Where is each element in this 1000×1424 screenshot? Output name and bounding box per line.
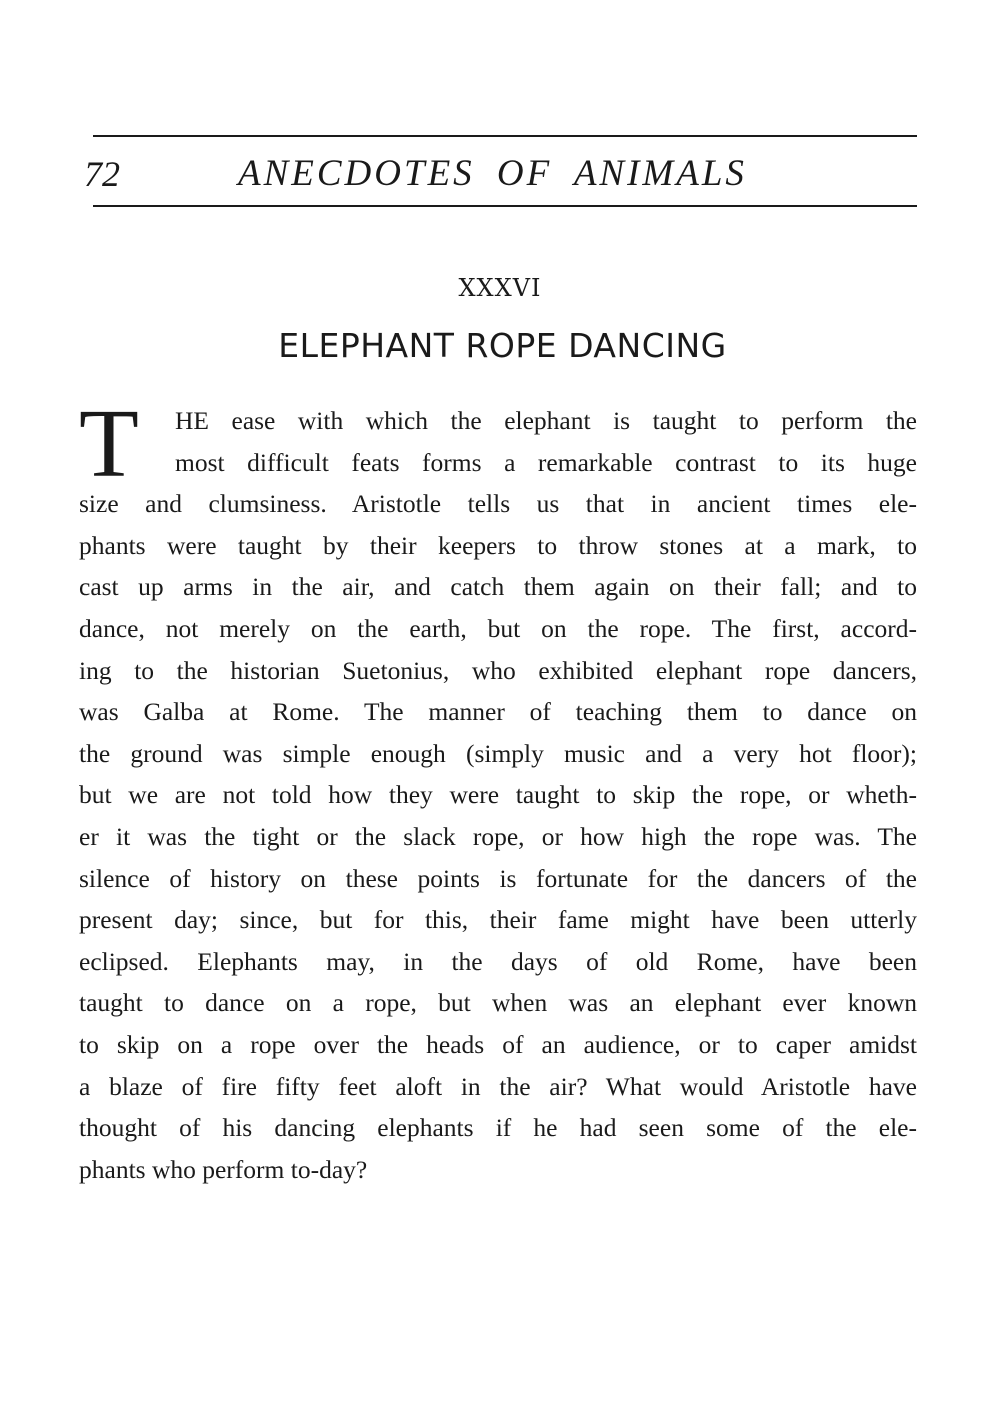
text-line: thought of his dancing elephants if he had seen some of the ele- [79, 1113, 917, 1143]
text-line: the ground was simple enough (simply music and a very hot floor); [79, 738, 917, 768]
text-line: eclipsed. Elephants may, in the days of old Rome, have been [79, 946, 917, 976]
text-line: silence of history on these points is fortunate for the dancers of the [79, 863, 917, 893]
text-line: to skip on a rope over the heads of an audience, or to caper amidst [79, 1029, 917, 1059]
text-line: er it was the tight or the slack rope, or how high the rope was. The [79, 821, 917, 851]
drop-cap: T [79, 390, 139, 498]
book-title: ANECDOTES OF ANIMALS [238, 153, 747, 194]
chapter-title: ELEPHANT ROPE DANCING [278, 326, 727, 365]
header-top-rule [93, 135, 917, 137]
text-line: dance, not merely on the earth, but on the rope. The first, accord- [79, 613, 917, 643]
text-line: size and clumsiness. Aristotle tells us that in ancient times ele- [79, 489, 917, 519]
text-line: HE ease with which the elephant is taught to perform the [175, 406, 917, 435]
header-bottom-rule [93, 205, 917, 207]
text-line: was Galba at Rome. The manner of teaching them to dance on [79, 697, 917, 727]
text-line: but we are not told how they were taught to skip the rope, or wheth- [79, 780, 917, 810]
chapter-number: XXXVI [458, 274, 542, 302]
text-line: ing to the historian Suetonius, who exhibited elephant rope dancers, [79, 655, 917, 685]
text-line: most difficult feats forms a remarkable contrast to its huge [175, 447, 917, 477]
body-text [79, 390, 917, 1190]
running-head [80, 148, 920, 198]
text-line: phants were taught by their keepers to throw stones at a mark, to [79, 530, 917, 560]
text-line: taught to dance on a rope, but when was an elephant ever known [79, 988, 917, 1018]
page-number: 72 [84, 154, 120, 194]
text-line: cast up arms in the air, and catch them again on their fall; and to [79, 572, 917, 602]
text-line: a blaze of fire fifty feet aloft in the air? What would Aristotle have [79, 1071, 917, 1101]
text-line-last: phants who perform to-day? [79, 1154, 368, 1184]
text-line: present day; since, but for this, their fame might have been utterly [79, 905, 917, 935]
